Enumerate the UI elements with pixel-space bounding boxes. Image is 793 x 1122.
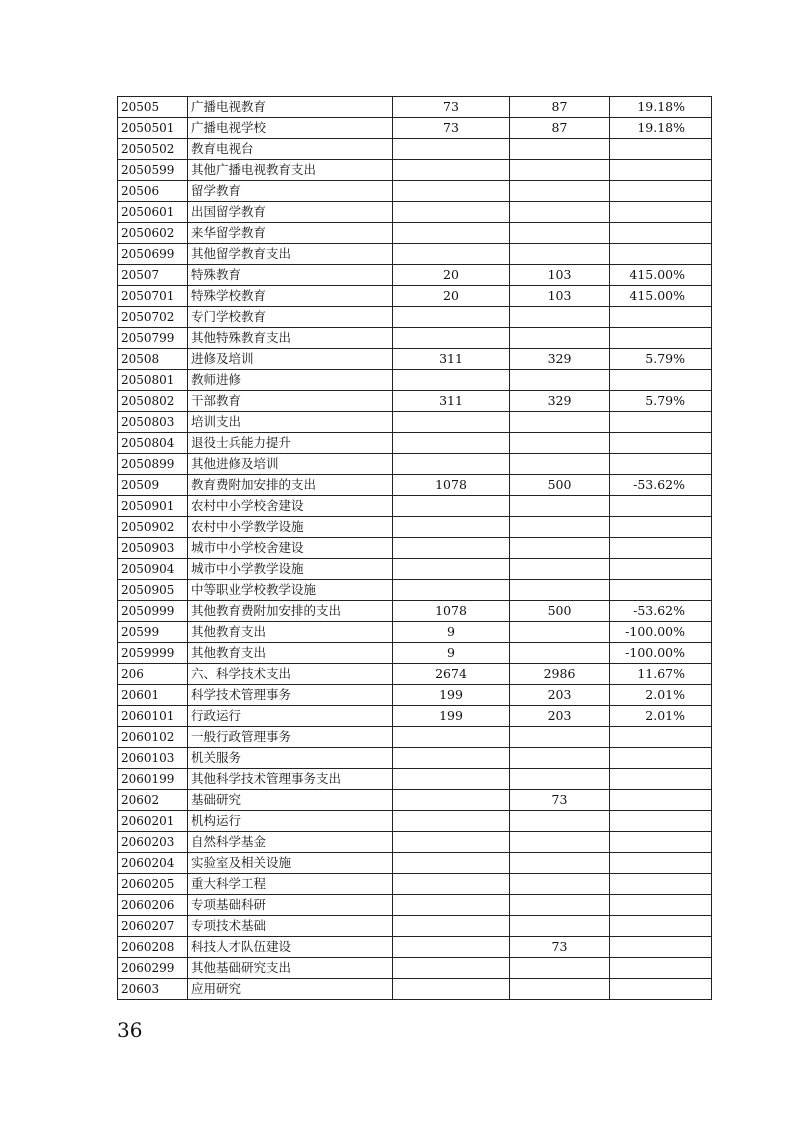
account-name-cell: 专门学校教育 — [188, 307, 393, 328]
account-name-cell: 出国留学教育 — [188, 202, 393, 223]
account-code-cell: 20508 — [118, 349, 188, 370]
change-percent-cell: 415.00% — [610, 265, 712, 286]
prior-year-value-cell — [393, 790, 510, 811]
account-name-cell: 农村中小学教学设施 — [188, 517, 393, 538]
table-row — [118, 895, 712, 916]
change-percent-cell: 5.79% — [610, 349, 712, 370]
prior-year-value-cell: 73 — [393, 118, 510, 139]
account-name-cell: 科学技术管理事务 — [188, 685, 393, 706]
table-row — [118, 370, 712, 391]
current-year-value-cell: 329 — [510, 349, 610, 370]
change-percent-cell: 11.67% — [610, 664, 712, 685]
current-year-value-cell — [510, 433, 610, 454]
prior-year-value-cell — [393, 958, 510, 979]
prior-year-value-cell — [393, 979, 510, 1000]
current-year-value-cell — [510, 769, 610, 790]
current-year-value-cell — [510, 454, 610, 475]
account-name-cell: 留学教育 — [188, 181, 393, 202]
current-year-value-cell: 87 — [510, 118, 610, 139]
account-name-cell: 农村中小学校舍建设 — [188, 496, 393, 517]
account-code-cell: 2050502 — [118, 139, 188, 160]
change-percent-cell — [610, 517, 712, 538]
current-year-value-cell — [510, 202, 610, 223]
table-row — [118, 391, 712, 412]
account-name-cell: 实验室及相关设施 — [188, 853, 393, 874]
table-row — [118, 538, 712, 559]
current-year-value-cell — [510, 979, 610, 1000]
prior-year-value-cell — [393, 874, 510, 895]
current-year-value-cell — [510, 748, 610, 769]
table-row — [118, 622, 712, 643]
account-code-cell: 2060203 — [118, 832, 188, 853]
current-year-value-cell — [510, 328, 610, 349]
table-row — [118, 685, 712, 706]
account-code-cell: 20602 — [118, 790, 188, 811]
current-year-value-cell: 329 — [510, 391, 610, 412]
table-row — [118, 454, 712, 475]
prior-year-value-cell — [393, 559, 510, 580]
table-row — [118, 916, 712, 937]
table-row — [118, 706, 712, 727]
table-row — [118, 265, 712, 286]
current-year-value-cell — [510, 853, 610, 874]
account-name-cell: 基础研究 — [188, 790, 393, 811]
change-percent-cell — [610, 979, 712, 1000]
account-name-cell: 培训支出 — [188, 412, 393, 433]
prior-year-value-cell — [393, 916, 510, 937]
table-row — [118, 307, 712, 328]
account-name-cell: 其他教育支出 — [188, 643, 393, 664]
current-year-value-cell: 500 — [510, 475, 610, 496]
change-percent-cell: 2.01% — [610, 706, 712, 727]
account-name-cell: 专项技术基础 — [188, 916, 393, 937]
change-percent-cell — [610, 244, 712, 265]
table-row — [118, 853, 712, 874]
current-year-value-cell: 103 — [510, 265, 610, 286]
prior-year-value-cell — [393, 748, 510, 769]
account-name-cell: 机关服务 — [188, 748, 393, 769]
change-percent-cell — [610, 202, 712, 223]
prior-year-value-cell — [393, 370, 510, 391]
table-row — [118, 139, 712, 160]
account-name-cell: 专项基础科研 — [188, 895, 393, 916]
change-percent-cell — [610, 496, 712, 517]
account-code-cell: 2060103 — [118, 748, 188, 769]
account-name-cell: 特殊学校教育 — [188, 286, 393, 307]
table-row — [118, 475, 712, 496]
current-year-value-cell: 87 — [510, 97, 610, 118]
change-percent-cell — [610, 538, 712, 559]
prior-year-value-cell — [393, 412, 510, 433]
account-name-cell: 一般行政管理事务 — [188, 727, 393, 748]
prior-year-value-cell — [393, 454, 510, 475]
current-year-value-cell — [510, 160, 610, 181]
prior-year-value-cell: 9 — [393, 643, 510, 664]
table-row — [118, 118, 712, 139]
change-percent-cell — [610, 937, 712, 958]
account-code-cell: 2060101 — [118, 706, 188, 727]
change-percent-cell — [610, 454, 712, 475]
account-name-cell: 应用研究 — [188, 979, 393, 1000]
account-code-cell: 2050999 — [118, 601, 188, 622]
account-code-cell: 2050901 — [118, 496, 188, 517]
prior-year-value-cell — [393, 244, 510, 265]
prior-year-value-cell — [393, 139, 510, 160]
change-percent-cell — [610, 874, 712, 895]
account-code-cell: 2050702 — [118, 307, 188, 328]
change-percent-cell — [610, 727, 712, 748]
current-year-value-cell — [510, 916, 610, 937]
account-name-cell: 其他进修及培训 — [188, 454, 393, 475]
account-code-cell: 2060201 — [118, 811, 188, 832]
account-code-cell: 2050602 — [118, 223, 188, 244]
table-row — [118, 349, 712, 370]
change-percent-cell — [610, 853, 712, 874]
account-name-cell: 广播电视学校 — [188, 118, 393, 139]
prior-year-value-cell — [393, 832, 510, 853]
change-percent-cell: 19.18% — [610, 97, 712, 118]
change-percent-cell: 5.79% — [610, 391, 712, 412]
current-year-value-cell — [510, 223, 610, 244]
prior-year-value-cell — [393, 202, 510, 223]
table-row — [118, 937, 712, 958]
current-year-value-cell: 203 — [510, 706, 610, 727]
account-code-cell: 206 — [118, 664, 188, 685]
table-row — [118, 769, 712, 790]
current-year-value-cell: 73 — [510, 790, 610, 811]
account-code-cell: 20599 — [118, 622, 188, 643]
current-year-value-cell — [510, 727, 610, 748]
current-year-value-cell — [510, 244, 610, 265]
change-percent-cell: -53.62% — [610, 475, 712, 496]
account-code-cell: 2050701 — [118, 286, 188, 307]
account-code-cell: 2060204 — [118, 853, 188, 874]
table-row — [118, 727, 712, 748]
current-year-value-cell — [510, 181, 610, 202]
prior-year-value-cell: 1078 — [393, 601, 510, 622]
change-percent-cell — [610, 307, 712, 328]
account-name-cell: 其他特殊教育支出 — [188, 328, 393, 349]
prior-year-value-cell: 20 — [393, 286, 510, 307]
prior-year-value-cell — [393, 433, 510, 454]
account-code-cell: 2050905 — [118, 580, 188, 601]
change-percent-cell — [610, 895, 712, 916]
prior-year-value-cell — [393, 496, 510, 517]
change-percent-cell — [610, 328, 712, 349]
account-code-cell: 2050904 — [118, 559, 188, 580]
account-code-cell: 2050803 — [118, 412, 188, 433]
account-code-cell: 20507 — [118, 265, 188, 286]
prior-year-value-cell — [393, 937, 510, 958]
current-year-value-cell — [510, 643, 610, 664]
account-code-cell: 2050902 — [118, 517, 188, 538]
account-name-cell: 教育费附加安排的支出 — [188, 475, 393, 496]
account-code-cell: 2060207 — [118, 916, 188, 937]
current-year-value-cell — [510, 895, 610, 916]
table-row — [118, 286, 712, 307]
account-name-cell: 其他科学技术管理事务支出 — [188, 769, 393, 790]
account-code-cell: 2050899 — [118, 454, 188, 475]
current-year-value-cell: 103 — [510, 286, 610, 307]
change-percent-cell — [610, 433, 712, 454]
account-name-cell: 重大科学工程 — [188, 874, 393, 895]
account-name-cell: 来华留学教育 — [188, 223, 393, 244]
table-row — [118, 832, 712, 853]
prior-year-value-cell: 73 — [393, 97, 510, 118]
prior-year-value-cell — [393, 517, 510, 538]
account-name-cell: 城市中小学校舍建设 — [188, 538, 393, 559]
table-row — [118, 643, 712, 664]
budget-table — [117, 96, 712, 1000]
account-name-cell: 其他广播电视教育支出 — [188, 160, 393, 181]
table-row — [118, 412, 712, 433]
table-row — [118, 748, 712, 769]
table-row — [118, 874, 712, 895]
current-year-value-cell — [510, 139, 610, 160]
table-row — [118, 559, 712, 580]
account-code-cell: 2050699 — [118, 244, 188, 265]
current-year-value-cell — [510, 580, 610, 601]
account-name-cell: 城市中小学教学设施 — [188, 559, 393, 580]
change-percent-cell: -53.62% — [610, 601, 712, 622]
page-number: 36 — [117, 1018, 143, 1042]
current-year-value-cell — [510, 412, 610, 433]
account-code-cell: 2050801 — [118, 370, 188, 391]
account-code-cell: 20505 — [118, 97, 188, 118]
change-percent-cell — [610, 139, 712, 160]
account-name-cell: 中等职业学校教学设施 — [188, 580, 393, 601]
table-row — [118, 811, 712, 832]
current-year-value-cell — [510, 559, 610, 580]
prior-year-value-cell — [393, 895, 510, 916]
current-year-value-cell — [510, 874, 610, 895]
change-percent-cell — [610, 916, 712, 937]
table-row — [118, 181, 712, 202]
change-percent-cell — [610, 181, 712, 202]
current-year-value-cell — [510, 622, 610, 643]
current-year-value-cell: 73 — [510, 937, 610, 958]
prior-year-value-cell — [393, 811, 510, 832]
change-percent-cell — [610, 160, 712, 181]
prior-year-value-cell — [393, 853, 510, 874]
account-name-cell: 其他留学教育支出 — [188, 244, 393, 265]
current-year-value-cell — [510, 307, 610, 328]
change-percent-cell: 2.01% — [610, 685, 712, 706]
current-year-value-cell: 2986 — [510, 664, 610, 685]
account-code-cell: 2060199 — [118, 769, 188, 790]
change-percent-cell: -100.00% — [610, 622, 712, 643]
account-name-cell: 其他基础研究支出 — [188, 958, 393, 979]
table-row — [118, 601, 712, 622]
account-code-cell: 20509 — [118, 475, 188, 496]
prior-year-value-cell — [393, 181, 510, 202]
prior-year-value-cell: 1078 — [393, 475, 510, 496]
change-percent-cell: 19.18% — [610, 118, 712, 139]
table-row — [118, 97, 712, 118]
change-percent-cell — [610, 223, 712, 244]
table-row — [118, 580, 712, 601]
change-percent-cell: 415.00% — [610, 286, 712, 307]
change-percent-cell — [610, 370, 712, 391]
account-code-cell: 2060102 — [118, 727, 188, 748]
prior-year-value-cell — [393, 769, 510, 790]
current-year-value-cell — [510, 832, 610, 853]
table-row — [118, 517, 712, 538]
table-row — [118, 244, 712, 265]
change-percent-cell — [610, 559, 712, 580]
account-code-cell: 2050802 — [118, 391, 188, 412]
account-name-cell: 广播电视教育 — [188, 97, 393, 118]
account-code-cell: 2059999 — [118, 643, 188, 664]
table-body — [118, 97, 712, 1000]
account-name-cell: 退役士兵能力提升 — [188, 433, 393, 454]
change-percent-cell: -100.00% — [610, 643, 712, 664]
prior-year-value-cell — [393, 727, 510, 748]
table-row — [118, 664, 712, 685]
account-name-cell: 行政运行 — [188, 706, 393, 727]
prior-year-value-cell: 20 — [393, 265, 510, 286]
table-row — [118, 223, 712, 244]
change-percent-cell — [610, 580, 712, 601]
table-row — [118, 202, 712, 223]
table-row — [118, 790, 712, 811]
current-year-value-cell: 500 — [510, 601, 610, 622]
prior-year-value-cell: 9 — [393, 622, 510, 643]
account-name-cell: 其他教育费附加安排的支出 — [188, 601, 393, 622]
account-code-cell: 2050804 — [118, 433, 188, 454]
account-name-cell: 教育电视台 — [188, 139, 393, 160]
account-code-cell: 2060299 — [118, 958, 188, 979]
current-year-value-cell — [510, 811, 610, 832]
prior-year-value-cell — [393, 328, 510, 349]
account-name-cell: 机构运行 — [188, 811, 393, 832]
current-year-value-cell — [510, 370, 610, 391]
account-name-cell: 科技人才队伍建设 — [188, 937, 393, 958]
account-code-cell: 2050799 — [118, 328, 188, 349]
account-name-cell: 六、科学技术支出 — [188, 664, 393, 685]
account-name-cell: 自然科学基金 — [188, 832, 393, 853]
table-row — [118, 160, 712, 181]
prior-year-value-cell — [393, 223, 510, 244]
change-percent-cell — [610, 790, 712, 811]
change-percent-cell — [610, 412, 712, 433]
prior-year-value-cell: 2674 — [393, 664, 510, 685]
prior-year-value-cell — [393, 538, 510, 559]
change-percent-cell — [610, 811, 712, 832]
prior-year-value-cell: 311 — [393, 349, 510, 370]
account-code-cell: 2050599 — [118, 160, 188, 181]
account-code-cell: 2050601 — [118, 202, 188, 223]
account-code-cell: 2060208 — [118, 937, 188, 958]
table-row — [118, 958, 712, 979]
prior-year-value-cell: 199 — [393, 685, 510, 706]
account-code-cell: 2060206 — [118, 895, 188, 916]
account-code-cell: 20506 — [118, 181, 188, 202]
current-year-value-cell — [510, 538, 610, 559]
table-row — [118, 328, 712, 349]
change-percent-cell — [610, 832, 712, 853]
account-code-cell: 2050501 — [118, 118, 188, 139]
table-row — [118, 433, 712, 454]
current-year-value-cell: 203 — [510, 685, 610, 706]
account-code-cell: 2060205 — [118, 874, 188, 895]
current-year-value-cell — [510, 958, 610, 979]
change-percent-cell — [610, 748, 712, 769]
change-percent-cell — [610, 769, 712, 790]
prior-year-value-cell — [393, 307, 510, 328]
account-name-cell: 特殊教育 — [188, 265, 393, 286]
account-code-cell: 20603 — [118, 979, 188, 1000]
account-name-cell: 教师进修 — [188, 370, 393, 391]
table-row — [118, 496, 712, 517]
current-year-value-cell — [510, 496, 610, 517]
account-name-cell: 其他教育支出 — [188, 622, 393, 643]
account-code-cell: 20601 — [118, 685, 188, 706]
change-percent-cell — [610, 958, 712, 979]
prior-year-value-cell: 199 — [393, 706, 510, 727]
prior-year-value-cell: 311 — [393, 391, 510, 412]
account-name-cell: 干部教育 — [188, 391, 393, 412]
prior-year-value-cell — [393, 580, 510, 601]
account-code-cell: 2050903 — [118, 538, 188, 559]
account-name-cell: 进修及培训 — [188, 349, 393, 370]
table-row — [118, 979, 712, 1000]
prior-year-value-cell — [393, 160, 510, 181]
current-year-value-cell — [510, 517, 610, 538]
